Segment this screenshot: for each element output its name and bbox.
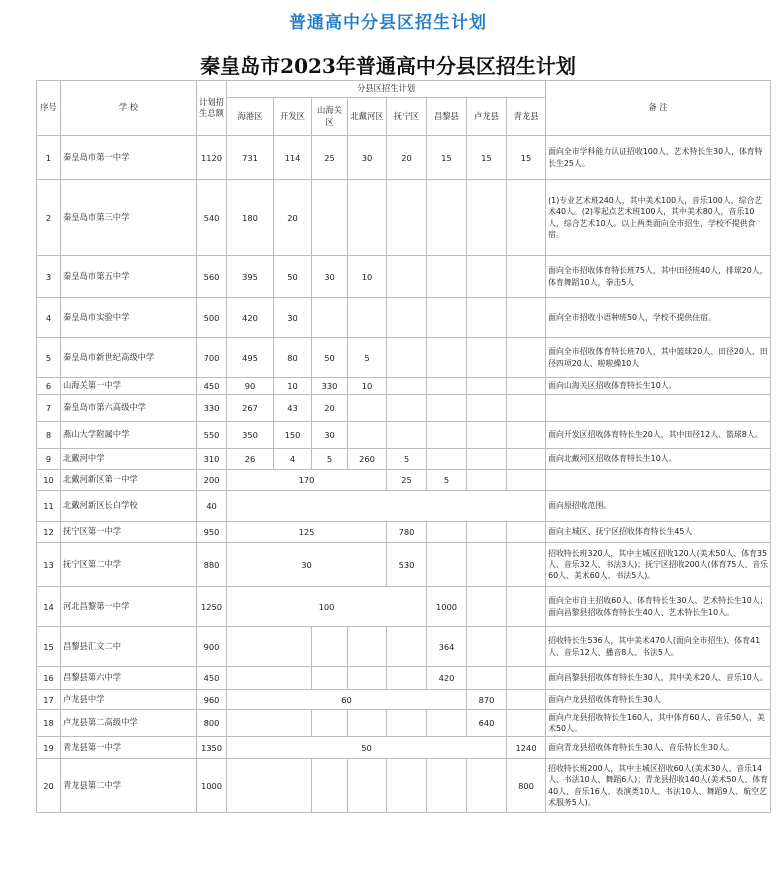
document-title: 秦皇岛市2023年普通高中分县区招生计划	[200, 54, 576, 78]
district-quota	[387, 710, 427, 737]
school-name: 燕山大学附属中学	[61, 422, 197, 449]
district-quota: 20	[274, 180, 312, 256]
row-note: 面向开发区招收体育特长生20人，其中田径12人、篮球8人。	[546, 422, 771, 449]
merged-district-quota: 30	[227, 543, 387, 587]
row-number: 2	[37, 180, 61, 256]
merged-district-quota	[227, 491, 546, 522]
table-row	[37, 491, 771, 522]
district-quota	[507, 422, 546, 449]
total-quota: 950	[197, 522, 227, 543]
district-quota	[507, 180, 546, 256]
school-name: 秦皇岛市第六高级中学	[61, 395, 197, 422]
total-quota: 1250	[197, 587, 227, 627]
school-name: 北戴河中学	[61, 449, 197, 470]
merged-district-quota: 60	[227, 690, 467, 710]
district-quota: 30	[312, 422, 348, 449]
table-row	[37, 737, 771, 759]
district-quota: 80	[274, 338, 312, 378]
district-quota	[507, 298, 546, 338]
district-quota: 1000	[427, 587, 467, 627]
district-quota	[507, 627, 546, 667]
district-quota	[387, 667, 427, 690]
row-number: 8	[37, 422, 61, 449]
school-name: 山海关第一中学	[61, 378, 197, 395]
district-quota	[467, 522, 507, 543]
table-row	[37, 378, 771, 395]
district-quota: 350	[227, 422, 274, 449]
district-quota: 25	[312, 136, 348, 180]
total-quota: 880	[197, 543, 227, 587]
table-row	[37, 587, 771, 627]
row-note: 招收特长班200人，其中主城区招收60人(美术30人、音乐14人、书法10人、舞蹈6人)；青龙县招收140人(美术50人、体育40人、音乐16人、表演类10人、书法10人、舞蹈9人、航空艺术服务5人)。	[546, 759, 771, 813]
table-row	[37, 422, 771, 449]
district-quota	[467, 180, 507, 256]
district-quota	[427, 710, 467, 737]
district-quota: 5	[348, 338, 387, 378]
table-row	[37, 627, 771, 667]
total-quota: 1120	[197, 136, 227, 180]
district-quota: 10	[348, 378, 387, 395]
row-number: 19	[37, 737, 61, 759]
header-note: 备 注	[546, 81, 771, 136]
district-quota	[467, 543, 507, 587]
table-row	[37, 449, 771, 470]
header-school: 学 校	[61, 81, 197, 136]
header-district: 山海关区	[312, 98, 348, 136]
header-district: 海港区	[227, 98, 274, 136]
district-quota	[467, 759, 507, 813]
table-row	[37, 470, 771, 491]
row-note: 面向全市招收体育特长班70人，其中篮球20人、田径20人、田径四项20人、啦啦操10人	[546, 338, 771, 378]
total-quota: 500	[197, 298, 227, 338]
total-quota: 330	[197, 395, 227, 422]
district-quota: 5	[387, 449, 427, 470]
school-name: 河北昌黎第一中学	[61, 587, 197, 627]
district-quota	[507, 338, 546, 378]
table-row	[37, 338, 771, 378]
row-number: 4	[37, 298, 61, 338]
row-note: (1)专业艺术班240人，其中美术100人，音乐100人，综合艺术40人。(2)零起点艺术班100人，其中美术80人，音乐10人，综合艺术10人。以上两类面向全市招生，学校不提供食宿。	[546, 180, 771, 256]
district-quota: 5	[312, 449, 348, 470]
district-quota	[227, 759, 312, 813]
district-quota: 15	[507, 136, 546, 180]
district-quota	[467, 395, 507, 422]
district-quota: 180	[227, 180, 274, 256]
row-number: 6	[37, 378, 61, 395]
district-quota: 25	[387, 470, 427, 491]
row-note: 面向主城区、抚宁区招收体育特长生45人	[546, 522, 771, 543]
district-quota	[348, 667, 387, 690]
table-row	[37, 256, 771, 298]
school-name: 秦皇岛市第一中学	[61, 136, 197, 180]
row-note: 招收特长班320人，其中主城区招收120人(美术50人、体育35人、音乐32人、书法3人)；抚宁区招收200人(体育75人、音乐60人、美术60人、书法5人)。	[546, 543, 771, 587]
total-quota: 40	[197, 491, 227, 522]
row-number: 15	[37, 627, 61, 667]
district-quota	[507, 470, 546, 491]
table-row	[37, 690, 771, 710]
district-quota: 150	[274, 422, 312, 449]
total-quota: 900	[197, 627, 227, 667]
district-quota	[312, 180, 348, 256]
table-row	[37, 759, 771, 813]
enrollment-plan-table	[36, 80, 771, 813]
district-quota	[507, 522, 546, 543]
row-number: 20	[37, 759, 61, 813]
district-quota	[507, 378, 546, 395]
district-quota: 4	[274, 449, 312, 470]
row-note: 面向青龙县招收体育特长生30人、音乐特长生30人。	[546, 737, 771, 759]
header-district: 青龙县	[507, 98, 546, 136]
district-quota	[467, 449, 507, 470]
table-row	[37, 710, 771, 737]
merged-district-quota: 100	[227, 587, 427, 627]
district-quota	[387, 338, 427, 378]
district-quota	[427, 395, 467, 422]
district-quota: 731	[227, 136, 274, 180]
district-quota: 530	[387, 543, 427, 587]
district-quota	[348, 298, 387, 338]
district-quota: 10	[348, 256, 387, 298]
district-quota: 495	[227, 338, 274, 378]
total-quota: 310	[197, 449, 227, 470]
school-name: 卢龙县第二高级中学	[61, 710, 197, 737]
row-number: 3	[37, 256, 61, 298]
district-quota: 260	[348, 449, 387, 470]
row-number: 7	[37, 395, 61, 422]
row-note: 面向北戴河区招收体育特长生10人。	[546, 449, 771, 470]
total-quota: 550	[197, 422, 227, 449]
district-quota	[427, 378, 467, 395]
district-quota	[467, 338, 507, 378]
school-name: 昌黎县第六中学	[61, 667, 197, 690]
district-quota: 20	[312, 395, 348, 422]
row-number: 17	[37, 690, 61, 710]
district-quota: 26	[227, 449, 274, 470]
district-quota	[312, 627, 348, 667]
district-quota	[427, 338, 467, 378]
district-quota	[312, 759, 348, 813]
school-name: 秦皇岛市第五中学	[61, 256, 197, 298]
district-quota	[387, 759, 427, 813]
district-quota	[348, 422, 387, 449]
header-total: 计划招生总额	[197, 81, 227, 136]
row-note	[546, 470, 771, 491]
district-quota	[507, 710, 546, 737]
district-quota	[467, 587, 507, 627]
district-quota	[467, 667, 507, 690]
district-quota: 10	[274, 378, 312, 395]
row-note: 面向全市学科能力认证招收100人，艺术特长生30人，体育特长生25人。	[546, 136, 771, 180]
row-number: 18	[37, 710, 61, 737]
district-quota: 780	[387, 522, 427, 543]
row-note: 招收特长生536人，其中美术470人(面向全市招生)、体育41人、音乐12人、播音8人、书法5人。	[546, 627, 771, 667]
district-quota: 114	[274, 136, 312, 180]
table-row	[37, 543, 771, 587]
row-note	[546, 395, 771, 422]
district-quota	[348, 627, 387, 667]
district-quota	[348, 395, 387, 422]
district-quota	[387, 298, 427, 338]
district-quota	[427, 759, 467, 813]
district-quota	[387, 395, 427, 422]
row-note: 面向全市招收小语种班50人，学校不提供住宿。	[546, 298, 771, 338]
district-quota: 15	[427, 136, 467, 180]
merged-district-quota: 125	[227, 522, 387, 543]
district-quota	[387, 180, 427, 256]
header-seq: 序号	[37, 81, 61, 136]
district-quota: 50	[312, 338, 348, 378]
header-district: 北戴河区	[348, 98, 387, 136]
district-quota: 420	[427, 667, 467, 690]
district-quota	[348, 180, 387, 256]
merged-district-quota: 50	[227, 737, 507, 759]
total-quota: 1000	[197, 759, 227, 813]
row-number: 13	[37, 543, 61, 587]
total-quota: 450	[197, 378, 227, 395]
row-note: 面向卢龙县招收特长生160人，其中体育60人、音乐50人、美术50人。	[546, 710, 771, 737]
total-quota: 800	[197, 710, 227, 737]
school-name: 北戴河新区第一中学	[61, 470, 197, 491]
district-quota: 43	[274, 395, 312, 422]
header-district: 卢龙县	[467, 98, 507, 136]
total-quota: 700	[197, 338, 227, 378]
total-quota: 450	[197, 667, 227, 690]
district-quota	[348, 759, 387, 813]
district-quota: 395	[227, 256, 274, 298]
school-name: 秦皇岛市新世纪高级中学	[61, 338, 197, 378]
header-district: 昌黎县	[427, 98, 467, 136]
district-quota: 1240	[507, 737, 546, 759]
district-quota: 15	[467, 136, 507, 180]
total-quota: 540	[197, 180, 227, 256]
page-heading: 普通高中分县区招生计划	[289, 13, 487, 33]
row-note: 面向全市自主招收60人、体育特长生30人、艺术特长生10人；面向昌黎县招收体育特长生40人、艺术特长生10人。	[546, 587, 771, 627]
total-quota: 1350	[197, 737, 227, 759]
district-quota	[312, 667, 348, 690]
table-row	[37, 136, 771, 180]
row-number: 16	[37, 667, 61, 690]
district-quota	[312, 710, 348, 737]
district-quota	[387, 422, 427, 449]
table-row	[37, 180, 771, 256]
row-note: 面向卢龙县招收体育特长生30人	[546, 690, 771, 710]
district-quota	[507, 667, 546, 690]
district-quota	[227, 627, 312, 667]
district-quota: 420	[227, 298, 274, 338]
district-quota: 90	[227, 378, 274, 395]
school-name: 秦皇岛市第三中学	[61, 180, 197, 256]
school-name: 抚宁区第一中学	[61, 522, 197, 543]
total-quota: 200	[197, 470, 227, 491]
row-number: 11	[37, 491, 61, 522]
school-name: 青龙县第一中学	[61, 737, 197, 759]
table-row	[37, 522, 771, 543]
table-row	[37, 667, 771, 690]
school-name: 抚宁区第二中学	[61, 543, 197, 587]
school-name: 青龙县第二中学	[61, 759, 197, 813]
district-quota	[227, 710, 312, 737]
district-quota	[507, 690, 546, 710]
district-quota: 330	[312, 378, 348, 395]
table-row	[37, 395, 771, 422]
district-quota: 870	[467, 690, 507, 710]
row-number: 12	[37, 522, 61, 543]
district-quota: 800	[507, 759, 546, 813]
district-quota: 50	[274, 256, 312, 298]
district-quota	[507, 449, 546, 470]
district-quota	[427, 522, 467, 543]
district-quota	[507, 395, 546, 422]
row-number: 14	[37, 587, 61, 627]
district-quota	[427, 422, 467, 449]
district-quota	[467, 378, 507, 395]
district-quota	[467, 470, 507, 491]
school-name: 北戴河新区长白学校	[61, 491, 197, 522]
header-district: 开发区	[274, 98, 312, 136]
header-district-group: 分县区招生计划	[227, 81, 546, 98]
district-quota	[227, 667, 312, 690]
district-quota	[467, 298, 507, 338]
header-district: 抚宁区	[387, 98, 427, 136]
district-quota: 30	[312, 256, 348, 298]
district-quota	[467, 256, 507, 298]
district-quota	[467, 627, 507, 667]
row-number: 9	[37, 449, 61, 470]
district-quota: 5	[427, 470, 467, 491]
district-quota	[507, 543, 546, 587]
district-quota	[507, 256, 546, 298]
district-quota: 640	[467, 710, 507, 737]
district-quota	[507, 587, 546, 627]
merged-district-quota: 170	[227, 470, 387, 491]
district-quota	[387, 256, 427, 298]
row-note: 面向原招收范围。	[546, 491, 771, 522]
district-quota	[427, 449, 467, 470]
school-name: 卢龙县中学	[61, 690, 197, 710]
district-quota	[312, 298, 348, 338]
district-quota: 364	[427, 627, 467, 667]
district-quota: 30	[274, 298, 312, 338]
row-number: 10	[37, 470, 61, 491]
district-quota	[348, 710, 387, 737]
district-quota	[427, 180, 467, 256]
total-quota: 960	[197, 690, 227, 710]
district-quota: 30	[348, 136, 387, 180]
row-note: 面向全市招收体育特长班75人，其中田径班40人，排球20人，体育舞蹈10人，拳击5人	[546, 256, 771, 298]
school-name: 昌黎县汇文二中	[61, 627, 197, 667]
school-name: 秦皇岛市实验中学	[61, 298, 197, 338]
row-note: 面向昌黎县招收体育特长生30人，其中美术20人、音乐10人。	[546, 667, 771, 690]
district-quota	[467, 422, 507, 449]
district-quota	[427, 256, 467, 298]
district-quota: 267	[227, 395, 274, 422]
row-number: 5	[37, 338, 61, 378]
district-quota	[387, 627, 427, 667]
district-quota	[427, 543, 467, 587]
district-quota	[427, 298, 467, 338]
district-quota: 20	[387, 136, 427, 180]
total-quota: 560	[197, 256, 227, 298]
district-quota	[387, 378, 427, 395]
row-note: 面向山海关区招收体育特长生10人。	[546, 378, 771, 395]
table-row	[37, 298, 771, 338]
row-number: 1	[37, 136, 61, 180]
